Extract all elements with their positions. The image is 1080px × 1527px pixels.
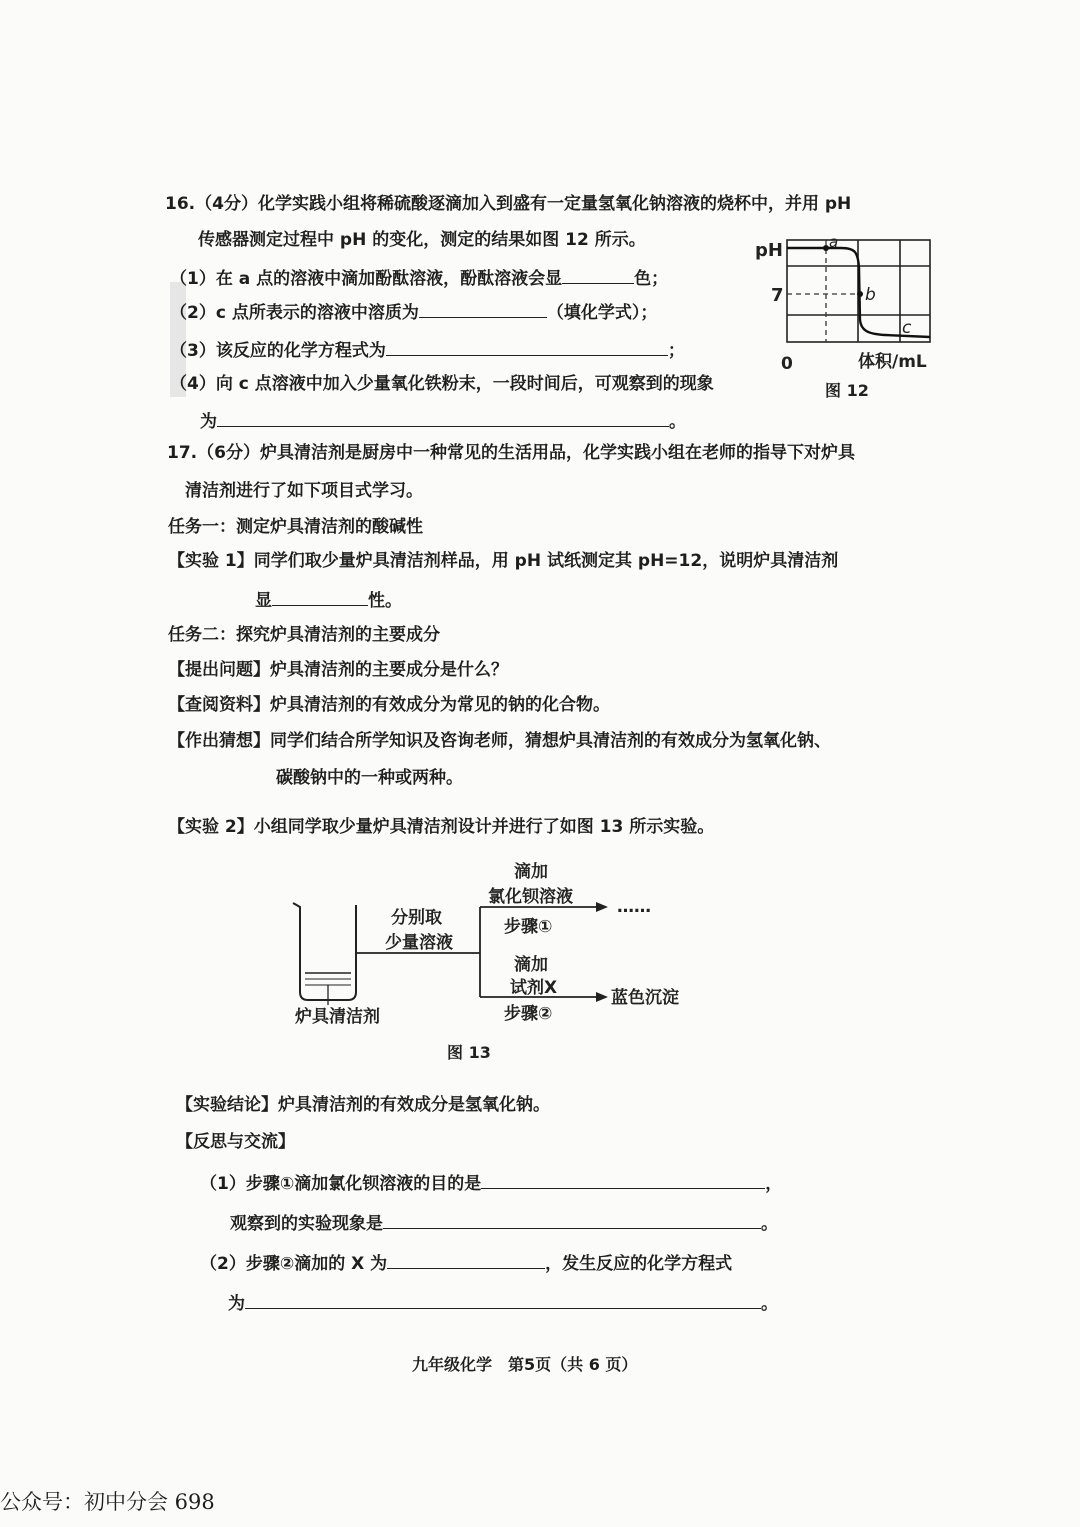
fig12-label-c: c — [902, 318, 912, 338]
exp1-xian: 显 — [255, 591, 272, 611]
exp2: 【实验 2】小组同学取少量炉具清洁剂设计并进行了如图 13 所示实验。 — [168, 817, 715, 837]
arrow-step1 — [596, 902, 608, 912]
figure-12 — [745, 230, 945, 405]
q16-sub2 — [170, 301, 657, 323]
take-text-1: 分别取 — [391, 908, 442, 928]
q16-answer-1[interactable] — [562, 267, 634, 284]
q16-line2: 传感器测定过程中 pH 的变化，测定的结果如图 12 所示。 — [198, 230, 646, 250]
reflection-2-end: ，发生反应的化学方程式 — [545, 1254, 733, 1274]
reflection-1b-text: 观察到的实验现象是 — [230, 1214, 383, 1234]
q16-sub4-end: 。 — [669, 412, 686, 432]
step1-label: 步骤① — [504, 917, 553, 937]
reflection-1-end: ， — [765, 1174, 783, 1194]
exp1-answer[interactable] — [272, 589, 368, 606]
reflection-2-answer[interactable] — [387, 1252, 545, 1269]
arrow-step2 — [596, 992, 608, 1002]
fig12-guides — [787, 240, 862, 342]
figure-13 — [285, 855, 705, 1070]
question: 【提出问题】炉具清洁剂的主要成分是什么？ — [168, 660, 508, 680]
step1-result: …… — [617, 897, 651, 917]
fig12-caption: 图 12 — [825, 381, 869, 400]
q16-answer-3[interactable] — [386, 339, 668, 356]
q17-line2: 清洁剂进行了如下项目式学习。 — [185, 481, 423, 501]
step1-reagent: 氯化钡溶液 — [488, 887, 573, 907]
q16-sub1-text: （1）在 a 点的溶液中滴加酚酞溶液，酚酞溶液会显 — [170, 269, 563, 289]
reflection-1b-answer[interactable] — [383, 1212, 761, 1229]
fig12-x-label: 体积/mL — [858, 352, 927, 372]
reflection-2b-end: 。 — [761, 1294, 778, 1314]
q16-sub1 — [170, 267, 668, 289]
q16-sub3-end: ； — [667, 341, 685, 361]
hypothesis: 【作出猜想】同学们结合所学知识及咨询老师，猜想炉具清洁剂的有效成分为氢氧化钠、 — [168, 731, 831, 751]
q16-sub4: （4）向 c 点溶液中加入少量氧化铁粉末，一段时间后，可观察到的现象 — [170, 374, 714, 394]
fig13-caption: 图 13 — [447, 1043, 491, 1062]
reflection-2 — [200, 1252, 732, 1274]
watermark-caption: 公众号：初中分会 698 — [0, 1490, 215, 1514]
reflection-1 — [200, 1172, 782, 1194]
fig12-label-b: b — [865, 285, 876, 305]
conclusion: 【实验结论】炉具清洁剂的有效成分是氢氧化钠。 — [176, 1095, 550, 1115]
take-text-2: 少量溶液 — [385, 933, 453, 953]
fig12-origin: 0 — [781, 354, 793, 374]
reflection-2b-wei: 为 — [228, 1294, 245, 1314]
q16-answer-2[interactable] — [419, 301, 547, 318]
q17-head: 17.（6分）炉具清洁剂是厨房中一种常见的生活用品，化学实践小组在老师的指导下对炉具 — [167, 443, 855, 463]
step2-add: 滴加 — [514, 955, 548, 975]
reflection-1-answer[interactable] — [481, 1172, 765, 1189]
task2-title: 任务二：探究炉具清洁剂的主要成分 — [168, 625, 440, 645]
beaker — [293, 903, 356, 1005]
q16-sub3-text: （3）该反应的化学方程式为 — [170, 341, 386, 361]
reflection-1b — [230, 1212, 778, 1234]
step2-label: 步骤② — [504, 1004, 553, 1024]
q16-sub4-line2 — [200, 410, 686, 432]
fig12-tick-7: 7 — [771, 285, 784, 306]
fig12-y-label: pH — [755, 240, 783, 261]
step2-reagent: 试剂X — [510, 978, 558, 998]
q16-sub2-text: （2）c 点所表示的溶液中溶质为 — [170, 303, 419, 323]
q16-sub4-wei: 为 — [200, 412, 217, 432]
fig12-label-a: a — [829, 233, 839, 251]
reflection-2b — [228, 1292, 778, 1314]
q16-head: 16.（4分）化学实践小组将稀硫酸逐滴加入到盛有一定量氢氧化钠溶液的烧杯中，并用 pH — [165, 194, 852, 214]
page-footer: 九年级化学 第5页（共 6 页） — [412, 1355, 638, 1374]
exp1: 【实验 1】同学们取少量炉具清洁剂样品，用 pH 试纸测定其 pH=12，说明炉具清洁剂 — [168, 551, 839, 571]
step1-add: 滴加 — [514, 862, 548, 882]
beaker-label: 炉具清洁剂 — [295, 1007, 380, 1027]
reflection-1-text: （1）步骤①滴加氯化钡溶液的目的是 — [200, 1174, 482, 1194]
exp1-end: 性。 — [368, 591, 402, 611]
reflection-title: 【反思与交流】 — [176, 1132, 295, 1152]
task1-title: 任务一：测定炉具清洁剂的酸碱性 — [168, 517, 423, 537]
step2-result: 蓝色沉淀 — [611, 988, 679, 1008]
reference-info: 【查阅资料】炉具清洁剂的有效成分为常见的钠的化合物。 — [168, 695, 610, 715]
q16-sub3 — [170, 339, 685, 361]
hypothesis-line2: 碳酸钠中的一种或两种。 — [276, 768, 463, 788]
q16-answer-4[interactable] — [217, 410, 669, 427]
q16-sub2-end: （填化学式）； — [546, 303, 658, 323]
reflection-2-text: （2）步骤②滴加的 X 为 — [200, 1254, 388, 1274]
fig12-point-b — [857, 291, 863, 297]
exp1-line2 — [255, 589, 402, 611]
q16-sub1-end: 色； — [634, 269, 669, 289]
reflection-2b-answer[interactable] — [245, 1292, 761, 1309]
reflection-1b-end: 。 — [761, 1214, 778, 1234]
